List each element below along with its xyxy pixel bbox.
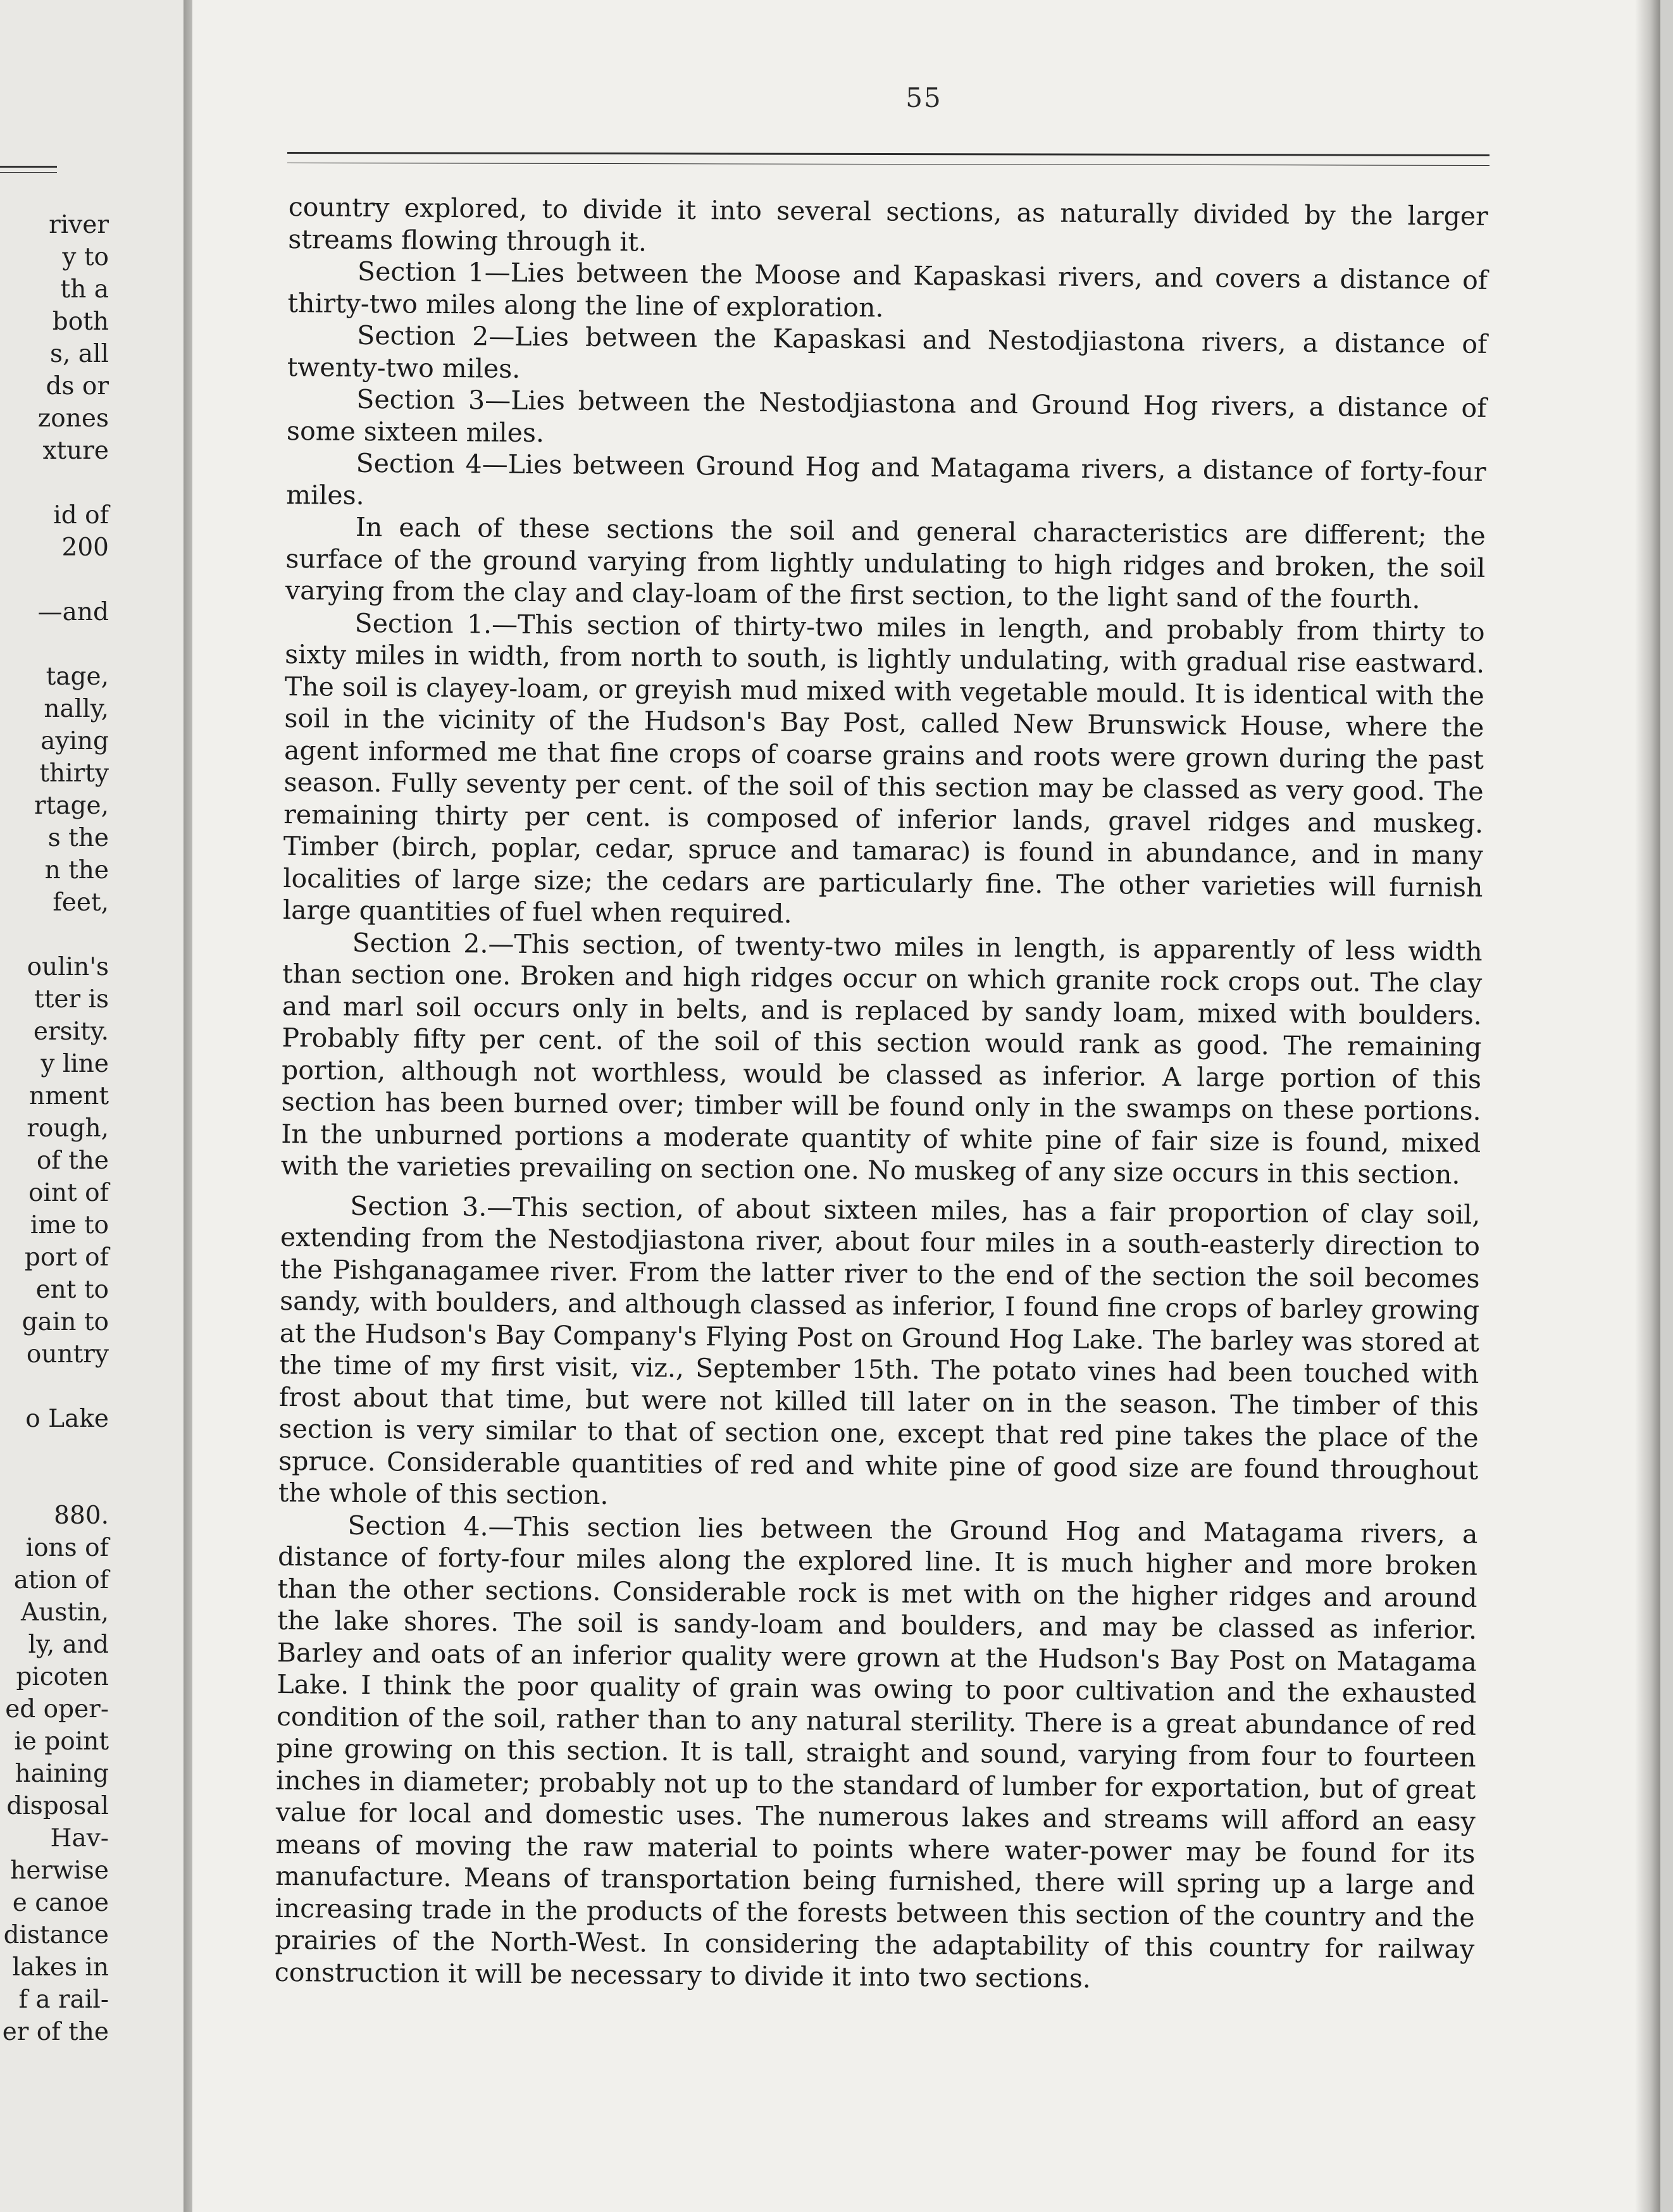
facing-line: rough, bbox=[27, 1114, 109, 1143]
body-text bbox=[275, 191, 1488, 1998]
facing-line: ions of bbox=[25, 1534, 109, 1562]
facing-line: gain to bbox=[22, 1308, 109, 1336]
facing-line: disposal bbox=[6, 1792, 109, 1820]
facing-line: Austin, bbox=[21, 1598, 109, 1627]
facing-line: ly, and bbox=[28, 1631, 109, 1659]
facing-page-text bbox=[3, 209, 109, 2048]
facing-line: nally, bbox=[44, 695, 109, 723]
facing-line: both bbox=[52, 308, 109, 336]
paragraph-section-2-detail: Section 2.—This section, of twenty-two miles in length, is apparently of less width than section one. Broken and high ridges occur on which granite rock crops out. The clay and marl soil occurs only in belts, and is replaced by sandy loam, mixed with boulders. Probably fifty per cent. of the soil of this section would rank as good. The remaining portion, although not worthless, would be classed as inferior. A large portion of this section has been burned over; timber will be found only in the swamps on these portions. In the unburned portions a moderate quantity of white pine of fair size is found, mixed with the varieties prevailing on section one. No muskeg of any size occurs in this section. bbox=[280, 927, 1483, 1190]
facing-line: y to bbox=[62, 243, 109, 271]
facing-page-rule bbox=[0, 166, 57, 168]
facing-line: 880. bbox=[54, 1501, 109, 1530]
facing-line bbox=[3, 1370, 109, 1403]
facing-line: feet, bbox=[53, 888, 109, 917]
paragraph-section-2-summary: Section 2—Lies between the Kapaskasi and Nestodjiastona rivers, a distance of twenty-two miles. bbox=[287, 320, 1488, 384]
facing-line: xture bbox=[42, 437, 109, 465]
facing-page-fragment bbox=[0, 0, 191, 2212]
facing-line: ountry bbox=[26, 1340, 109, 1369]
facing-line: river bbox=[49, 211, 109, 239]
page-edge-shadow bbox=[1635, 0, 1660, 2212]
facing-line: herwise bbox=[10, 1856, 109, 1885]
facing-line bbox=[3, 1467, 109, 1500]
paragraph-intro: country explored, to divide it into several sections, as naturally divided by the larger streams flowing through it. bbox=[288, 191, 1488, 257]
facing-line: 200 bbox=[61, 533, 109, 562]
facing-line: ds or bbox=[46, 372, 109, 401]
facing-line: s the bbox=[47, 824, 109, 852]
facing-line: zones bbox=[37, 404, 109, 433]
facing-line: Hav- bbox=[50, 1824, 109, 1853]
facing-line: ation of bbox=[13, 1566, 109, 1594]
facing-line: aying bbox=[40, 727, 109, 755]
facing-line: th a bbox=[60, 275, 109, 304]
paragraph-section-3-detail: Section 3.—This section, of about sixteen miles, has a fair proportion of clay soil, extending from the Nestodjiastona river, about four miles in a south-easterly direction to the Pishganagamee river. From the latter river to the end of the section the soil becomes sandy, with boulders, and although classed as inferior, I found fine crops of barley growing at the Hudson's Bay Company's Flying Post on Ground Hog Lake. The barley was stored at the time of my first visit, viz., September 15th. The potato vines had been touched with frost about that time, but were not killed till later on in the season. The timber of this section is very similar to that of section one, except that red pine takes the place of the spruce. Considerable quantities of red and white pine of good size are found throughout the whole of this section. bbox=[278, 1190, 1481, 1511]
facing-line bbox=[3, 467, 109, 499]
facing-line: tage, bbox=[46, 662, 109, 691]
facing-line: f a rail- bbox=[18, 1985, 109, 2014]
facing-line: of the bbox=[36, 1146, 109, 1175]
facing-line: ie point bbox=[14, 1727, 109, 1756]
facing-line: e canoe bbox=[12, 1889, 109, 1917]
facing-line bbox=[3, 628, 109, 661]
facing-line: tter is bbox=[34, 985, 109, 1014]
paragraph-characteristics: In each of these sections the soil and general characteristics are different; the surface of the ground varying from lightly undulating to high ridges and broken, the soil varying from the clay and clay-loam of the first section, to the light sand of the fourth. bbox=[285, 511, 1486, 615]
facing-line: oulin's bbox=[27, 953, 109, 981]
facing-line: —and bbox=[37, 598, 109, 626]
facing-line: ime to bbox=[30, 1211, 109, 1240]
header-double-rule bbox=[287, 152, 1490, 166]
facing-line: o Lake bbox=[25, 1405, 109, 1433]
facing-line: haining bbox=[15, 1760, 109, 1788]
facing-line: lakes in bbox=[12, 1953, 109, 1982]
facing-line: s, all bbox=[49, 340, 109, 368]
facing-line: ersity. bbox=[33, 1017, 109, 1046]
facing-line: oint of bbox=[28, 1179, 109, 1207]
paragraph-section-3-summary: Section 3—Lies between the Nestodjiastona and Ground Hog rivers, a distance of some sixteen miles. bbox=[286, 383, 1487, 448]
facing-line: rtage, bbox=[34, 792, 109, 820]
facing-line: er of the bbox=[2, 2018, 109, 2046]
facing-page-rule-thin bbox=[0, 172, 57, 173]
paragraph-section-1-detail: Section 1.—This section of thirty-two miles in length, and probably from thirty to sixty miles in width, from north to south, is lightly undulating, with gradual rise eastward. The soil is clayey-loam, or greyish mud mixed with vegetable mould. It is identical with the soil in the vicinity of the Hudson's Bay Post, called New Brunswick House, where the agent informed me that fine crops of coarse grains and roots were grown during the past season. Fully seventy per cent. of the soil of this section may be classed as very good. The remaining thirty per cent. is composed of inferior lands, gravel ridges and muskeg. Timber (birch, poplar, cedar, spruce and tamarac) is found in abundance, and in many localities of large size; the cedars are particularly fine. The other varieties will furnish large quantities of fuel when required. bbox=[282, 607, 1485, 929]
facing-line: thirty bbox=[39, 759, 109, 788]
facing-line: y line bbox=[40, 1050, 109, 1078]
paragraph-section-1-summary: Section 1—Lies between the Moose and Kapaskasi rivers, and covers a distance of thirty-two miles along the line of exploration. bbox=[287, 256, 1488, 323]
facing-line bbox=[3, 919, 109, 951]
facing-line: ed oper- bbox=[5, 1695, 109, 1724]
paragraph-section-4-detail: Section 4.—This section lies between the Ground Hog and Matagama rivers, a distance of forty-four miles along the explored line. It is much higher and more broken than the other sections. Considerable rock is met with on the higher ridges and around the lake shores. The soil is sandy-loam and boulders, and may be classed as inferior. Barley and oats of an inferior quality were grown at the Hudson's Bay Post on Matagama Lake. I think the poor quality of grain was owing to poor cultivation and the exhausted condition of the soil, rather than to any natural sterility. There is a great abundance of red pine growing on this section. It is tall, straight and sound, varying from four to fourteen inches in diameter; probably not up to the standard of lumber for exportation, but of great value for local and domestic uses. The numerous lakes and streams will afford an easy means of moving the raw material to points where water-power may be found for its manufacture. Means of transportation being furnished, there will spring up a large and increasing trade in the products of the forests between this section of the country and the prairies of the North-West. In considering the adaptability of this country for railway construction it will be necessary to divide it into two sections. bbox=[274, 1510, 1478, 1994]
facing-line: port of bbox=[24, 1243, 109, 1272]
page-number: 55 bbox=[905, 82, 942, 113]
paragraph-section-4-summary: Section 4—Lies between Ground Hog and Matagama rivers, a distance of forty-four miles. bbox=[286, 447, 1486, 511]
facing-line bbox=[3, 564, 109, 596]
facing-line: id of bbox=[53, 501, 109, 530]
facing-line: nment bbox=[29, 1082, 109, 1110]
facing-line: distance bbox=[3, 1921, 109, 1949]
facing-line bbox=[3, 1435, 109, 1467]
facing-line: picoten bbox=[16, 1663, 109, 1691]
facing-line: ent to bbox=[35, 1276, 109, 1304]
document-page bbox=[192, 0, 1660, 2212]
facing-line: n the bbox=[44, 856, 109, 885]
